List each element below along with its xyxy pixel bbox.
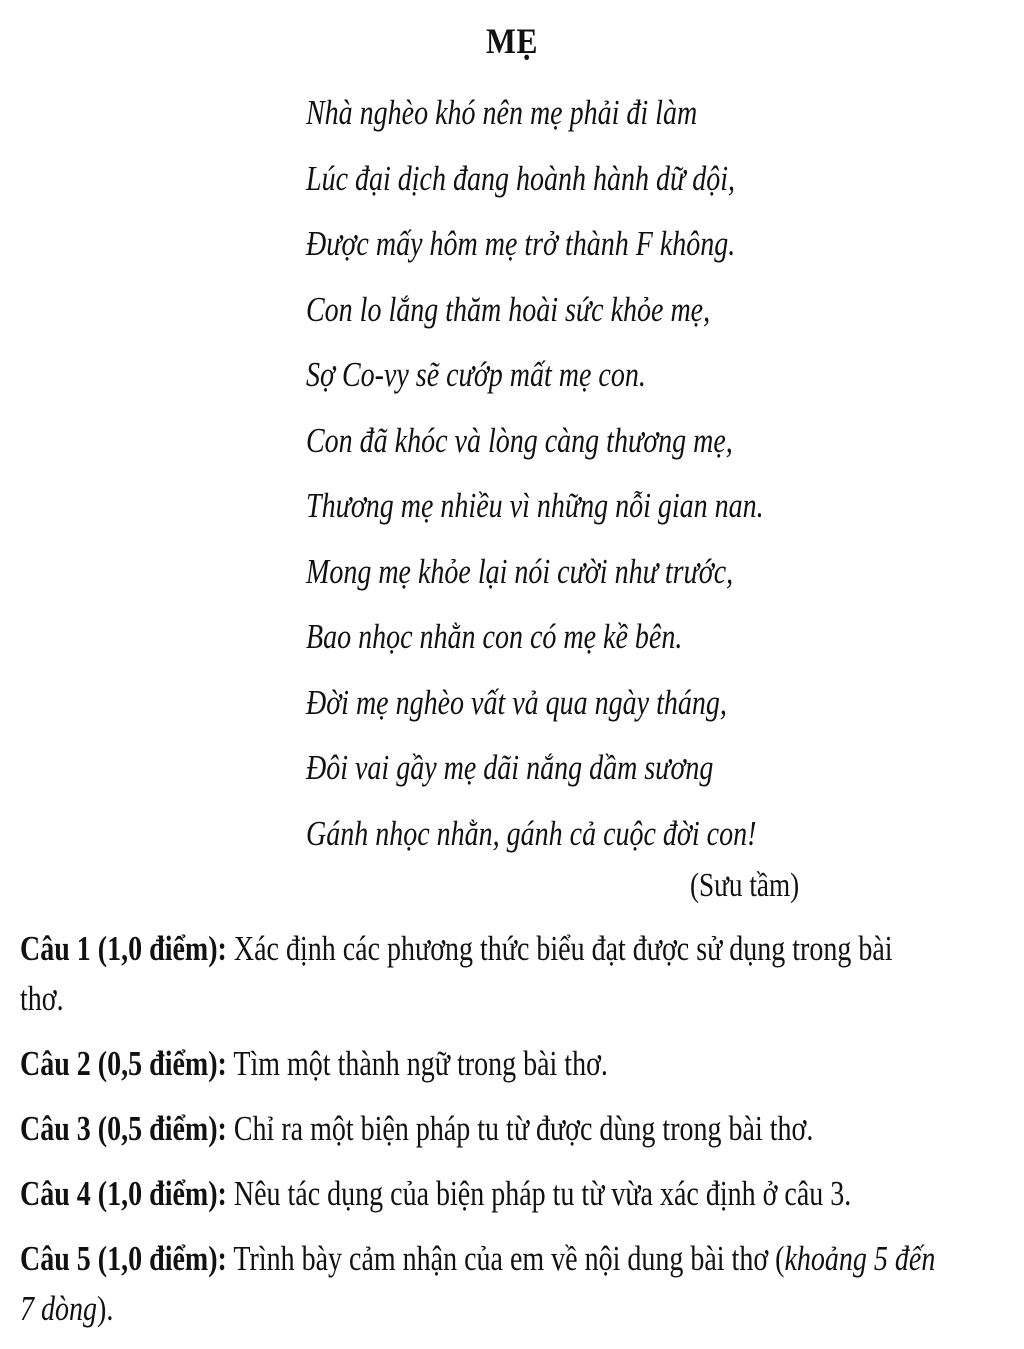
poem-line: Đời mẹ nghèo vất vả qua ngày tháng, [306, 682, 727, 722]
question-item [20, 924, 940, 1024]
poem-line: Mong mẹ khỏe lại nói cười như trước, [306, 551, 734, 591]
poem-line: Con lo lắng thăm hoài sức khỏe mẹ, [306, 289, 711, 329]
poem-line: Đôi vai gầy mẹ dãi nắng dầm sương [306, 748, 714, 787]
poem-line: Bao nhọc nhằn con có mẹ kề bên. [306, 617, 683, 656]
question-text: Nêu tác dụng của biện pháp tu từ vừa xác định ở câu 3. [226, 1174, 852, 1213]
question-text-end: ). [97, 1289, 114, 1328]
poem-line: Được mấy hôm mẹ trở thành F không. [306, 224, 736, 263]
question-label: Câu 2 (0,5 điểm): [20, 1044, 227, 1083]
poem-line: Nhà nghèo khó nên mẹ phải đi làm [306, 93, 698, 132]
question-label: Câu 3 (0,5 điểm): [20, 1109, 227, 1148]
question-text: Xác định các phương thức biểu đạt được sử dụng trong bài thơ. [20, 929, 893, 1018]
question-text: Trình bày cảm nhận của em về nội dung bài thơ ( [226, 1239, 785, 1278]
question-label: Câu 1 (1,0 điểm): [20, 929, 227, 968]
poem-line: Sợ Co-vy sẽ cướp mất mẹ con. [306, 355, 646, 394]
question-text: Tìm một thành ngữ trong bài thơ. [226, 1044, 608, 1083]
question-item [20, 1104, 940, 1154]
question-note: khoảng 5 đến 7 dòng [20, 1239, 936, 1328]
poem-line: Lúc đại dịch đang hoành hành dữ dội, [306, 158, 736, 198]
poem-body [306, 80, 878, 866]
question-label: Câu 5 (1,0 điểm): [20, 1239, 227, 1278]
poem-line: Thương mẹ nhiều vì những nỗi gian nan. [306, 486, 764, 525]
question-item [20, 1169, 940, 1219]
question-text: Chỉ ra một biện pháp tu từ được dùng trong bài thơ. [226, 1109, 814, 1148]
question-item [20, 1234, 940, 1334]
poem-line: Con đã khóc và lòng càng thương mẹ, [306, 420, 733, 460]
poem-line: Gánh nhọc nhằn, gánh cả cuộc đời con! [306, 813, 757, 853]
question-item [20, 1039, 940, 1089]
poem-source: (Sưu tầm) [690, 867, 800, 904]
question-label: Câu 4 (1,0 điểm): [20, 1174, 227, 1213]
question-list [20, 924, 940, 1349]
poem-title: MẸ [486, 21, 538, 61]
